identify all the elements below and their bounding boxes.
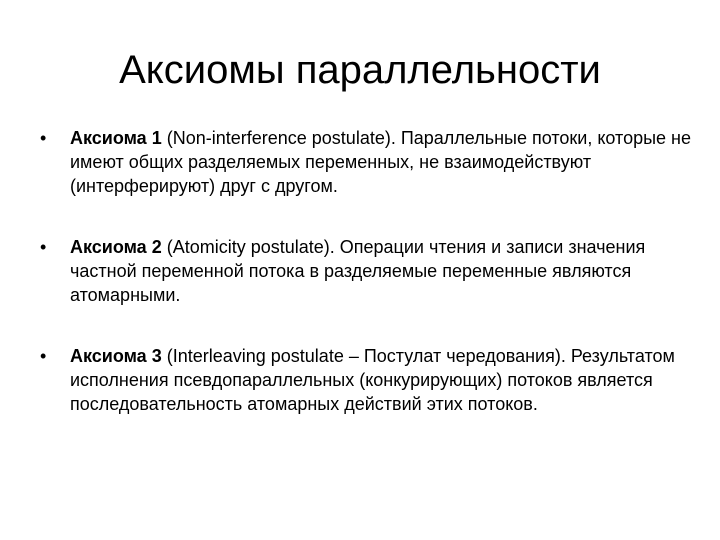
axiom-name: Аксиома 1 <box>70 128 162 148</box>
axiom-name: Аксиома 2 <box>70 237 162 257</box>
bullet-list <box>36 126 696 453</box>
axiom-text: (Non-interference postulate). Параллельные потоки, которые не имеют общих разделяемых переменных, не взаимодействуют (интерферируют) друг с другом. <box>70 128 691 196</box>
bullet-icon: • <box>40 346 47 366</box>
bullet-icon: • <box>40 237 47 257</box>
bullet-item-axiom-2 <box>36 235 696 307</box>
bullet-item-axiom-1 <box>36 126 696 198</box>
slide-title: Аксиомы параллельности <box>119 48 601 92</box>
axiom-text: (Atomicity postulate). Операции чтения и записи значения частной переменной потока в разделяемые переменные являются атомарными. <box>70 237 646 305</box>
axiom-text: (Interleaving postulate – Постулат чередования). Результатом исполнения псевдопараллельных (конкурирующих) потоков является последовательность атомарных действий этих потоков. <box>70 346 675 414</box>
bullet-icon: • <box>40 128 47 148</box>
axiom-name: Аксиома 3 <box>70 346 162 366</box>
bullet-item-axiom-3 <box>36 344 696 416</box>
